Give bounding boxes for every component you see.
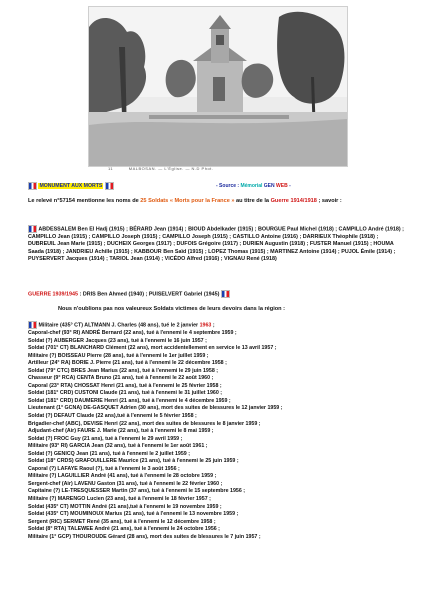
list-item bbox=[28, 466, 408, 474]
monument-title: MONUMENT AUX MORTS bbox=[39, 183, 103, 190]
intro-text-3: ; savoir : bbox=[316, 198, 342, 204]
list-item-text: Militaire (?) LAGUILLIER André (41 ans), tué à l'ennemi le 28 octobre 1959 ; bbox=[28, 473, 217, 480]
names-1914-text: ABDESSALEM Ben El Hadj (1915) ; BÉRARD Jean (1914) ; BIOUD Abdelkader (1915) ; BOURGUE Paul Michel (1918) ; CAMPILLO André (1918) ; CAMPILLO Jean (1915) ; CAMPILLO Joseph (1915) ; CAMPILLO Joseph (1915) ; CASTILLO Antoine (1916) ; DARRIEUX Théophile (1918) ; DUBREUIL Jean Marie (1915) ; DUCHEIX Georges (1917) ; DUFOIS Grégoire (1917) ; DURIEN Augustin (1918) ; FUSTER Manuel (1915) ; HOUMA Saada (1918) ; JANDRIEU Achille (1915) ; KABBOUR Ben Saïd (1915) ; LOPEZ Thomas (1915) ; MARTINEZ Antoine (1914) ; PUJOL Émile (1914) ; PUYSERVERT Jacques (1914) ; TARIOL Jean (1914) ; VICÉDO Alfred (1916) ; VIGNAU René (1918) bbox=[28, 226, 404, 263]
list-item bbox=[28, 398, 408, 406]
list-item-text: Sergent-chef (Air) LAVENU Gaston (31 ans), tué à l'ennemi le 22 février 1960 ; bbox=[28, 480, 223, 487]
list-item bbox=[28, 428, 408, 436]
list-item bbox=[28, 405, 408, 413]
list-item-text: Soldat (181° CRD) DAUMERIE Henri (21 ans), tué à l'ennemi le 4 décembre 1959 ; bbox=[28, 397, 231, 404]
list-item-text: Caporal-chef (93° RI) ANDRÉ Bernard (22 ans), tué à l'ennemi le 4 septembre 1959 ; bbox=[28, 329, 237, 336]
list-item bbox=[28, 368, 408, 376]
list-item-text: Sergent (RIC) SERMET René (35 ans), tué à l'ennemi le 12 décembre 1958 ; bbox=[28, 518, 216, 525]
list-item bbox=[28, 534, 408, 542]
list-item-text: Soldat (18° CRDS) GRAFOUILLERE Maurice (21 ans), tué à l'ennemi le 25 juin 1959 ; bbox=[28, 458, 239, 465]
church-photo-illustration bbox=[89, 7, 347, 166]
list-item-text: Soldat (?) DEFAUT Claude (22 ans),tué à l'ennemi le 5 février 1958 ; bbox=[28, 412, 197, 419]
names-1939-1945 bbox=[28, 290, 404, 298]
list-item-text: Militaire (93° RI) GARCIA Jean (32 ans), tué à l'ennemi le 1er août 1961 ; bbox=[28, 443, 208, 450]
remembrance-heading: Nous n'oublions pas nos valeureux Soldats victimes de leurs devoirs dans la région : bbox=[58, 306, 286, 312]
list-item bbox=[28, 421, 408, 429]
list-item bbox=[28, 345, 408, 353]
source-web: WEB bbox=[276, 183, 288, 189]
list-item-suffix: ; bbox=[211, 322, 215, 329]
list-item-text: Soldat (8° RTA) TALEWEE André (21 ans), tué à l'ennemi le 24 octobre 1956 ; bbox=[28, 526, 220, 533]
list-item-text: Militaire (1° GCP) THOUROUDE Gérard (28 ans), mort des suites de blessures le 7 juin 1957 ; bbox=[28, 533, 261, 540]
list-item-text: Militaire (435° CT) ALTMANN J. Charles (48 ans), tué le 2 janvier bbox=[38, 322, 200, 329]
list-item-text: Artilleur (24° RA) BORIE J. Pierre (21 ans), tué à l'ennemi le 22 décembre 1958 ; bbox=[28, 360, 227, 367]
caption-number: 11 bbox=[108, 166, 114, 171]
list-item bbox=[28, 458, 408, 466]
list-item bbox=[28, 519, 408, 527]
list-item bbox=[28, 511, 408, 519]
list-item bbox=[28, 481, 408, 489]
source-prefix: - Source : bbox=[216, 183, 241, 189]
list-item bbox=[28, 360, 408, 368]
list-item bbox=[28, 443, 408, 451]
list-item bbox=[28, 526, 408, 534]
list-item-text: Caporal (23° RTA) CHOSSAT Henri (21 ans), tué à l'ennemi le 25 février 1958 ; bbox=[28, 382, 222, 389]
war-1939-title: GUERRE 1939/1945 bbox=[28, 291, 79, 298]
list-item-text: Soldat (79° CTC) BRES Jean Marius (22 ans), tué à l'ennemi le 29 juin 1958 ; bbox=[28, 367, 219, 374]
intro-text-2: au titre de la bbox=[234, 198, 271, 204]
list-item-text: Adjudant-chef (Air) FAURE J. Marie (22 ans), tué à l'ennemi le 8 mai 1959 ; bbox=[28, 428, 214, 435]
intro-text-1: Le relevé n°57154 mentionne les noms de bbox=[28, 198, 141, 204]
monument-heading-row bbox=[28, 182, 408, 191]
list-item bbox=[28, 338, 408, 346]
list-item-text: Soldat (435° CT) MOUMINOUX Marius (21 ans), tué à l'ennemi le 13 novembre 1959 ; bbox=[28, 511, 239, 518]
names-1914-1918 bbox=[28, 225, 404, 263]
list-item-text: Soldat (435° CT) MOTTIN André (21 ans),tué à l'ennemi le 19 novembre 1959 ; bbox=[28, 503, 222, 510]
list-item-text: Soldat (?) AUBERGER Jacques (23 ans), tué à l'ennemi le 16 juin 1957 ; bbox=[28, 337, 207, 344]
soldier-count: 25 Soldats « Morts pour la France » bbox=[140, 198, 235, 204]
war-period: Guerre 1914/1918 bbox=[270, 198, 317, 204]
list-item-text: Militaire (?) BOISSEAU Pierre (28 ans), tué à l'ennemi le 1er juillet 1959 ; bbox=[28, 352, 209, 359]
soldier-list bbox=[28, 321, 408, 541]
list-item-text: Caporal (?) LAFAYE Raoul (?), tué à l'ennemi le 3 août 1956 ; bbox=[28, 465, 180, 472]
list-item bbox=[28, 383, 408, 391]
list-item-text: Chasseur (9° RCA) CENTA Bruno (21 ans), tué à l'ennemi le 22 août 1960 ; bbox=[28, 375, 214, 382]
caption-text: MALBOSAN. — L'Église. — N.D Phot. bbox=[128, 166, 214, 171]
list-item bbox=[28, 413, 408, 421]
list-item bbox=[28, 390, 408, 398]
french-flag-icon bbox=[28, 182, 37, 190]
list-item bbox=[28, 504, 408, 512]
list-item-text: Militaire (?) MARENGO Lucien (23 ans), tué à l'ennemi le 18 février 1957 ; bbox=[28, 495, 211, 502]
french-flag-icon bbox=[28, 321, 37, 329]
list-item-year: 1963 bbox=[199, 322, 212, 329]
list-item bbox=[28, 496, 408, 504]
french-flag-icon bbox=[28, 225, 37, 233]
list-item bbox=[28, 353, 408, 361]
list-item bbox=[28, 473, 408, 481]
source-link-memorial[interactable]: Mémorial bbox=[240, 183, 263, 189]
list-item bbox=[28, 488, 408, 496]
list-item-text: Soldat (701° CT) BLANCHARD Clément (22 ans), mort accidentellement en service le 13 avril 1957 ; bbox=[28, 345, 277, 352]
list-item-text: Lieutenant (1° GCNA) DE-GASQUET Adrien (30 ans), mort des suites de blessures le 12 janvier 1959 ; bbox=[28, 405, 283, 412]
intro-paragraph bbox=[28, 198, 404, 205]
list-item-text: Soldat (181° CRD) CUSTONI Claude (21 ans), tué à l'ennemi le 31 juillet 1960 ; bbox=[28, 390, 223, 397]
photo-caption bbox=[108, 166, 328, 171]
names-1939-text: : DRIS Ben Ahmed (1940) ; PUISELVERT Gabriel (1945) bbox=[78, 291, 220, 298]
list-item-text: Soldat (?) FROC Guy (21 ans), tué à l'ennemi le 29 avril 1959 ; bbox=[28, 435, 183, 442]
source-gen: GEN bbox=[263, 183, 275, 189]
list-item-text: Brigadier-chef (ABC), DEVISE Henri (22 ans), mort des suites de blessures le 8 janvier 1959 ; bbox=[28, 420, 261, 427]
list-item bbox=[28, 375, 408, 383]
source-line bbox=[216, 183, 291, 189]
list-item bbox=[28, 436, 408, 444]
list-item-text: Capitaine (?) LE-TRESQUESSER Martin (37 ans), tué à l'ennemi le 15 septembre 1956 ; bbox=[28, 488, 246, 495]
list-item bbox=[28, 330, 408, 338]
list-item bbox=[28, 321, 408, 330]
french-flag-icon bbox=[221, 290, 230, 298]
list-item-text: Soldat (?) GENICQ Jean (21 ans), tué à l'ennemi le 2 juillet 1959 ; bbox=[28, 450, 190, 457]
church-photo bbox=[88, 6, 348, 167]
source-suffix: - bbox=[287, 183, 291, 189]
french-flag-icon bbox=[105, 182, 114, 190]
list-item bbox=[28, 451, 408, 459]
